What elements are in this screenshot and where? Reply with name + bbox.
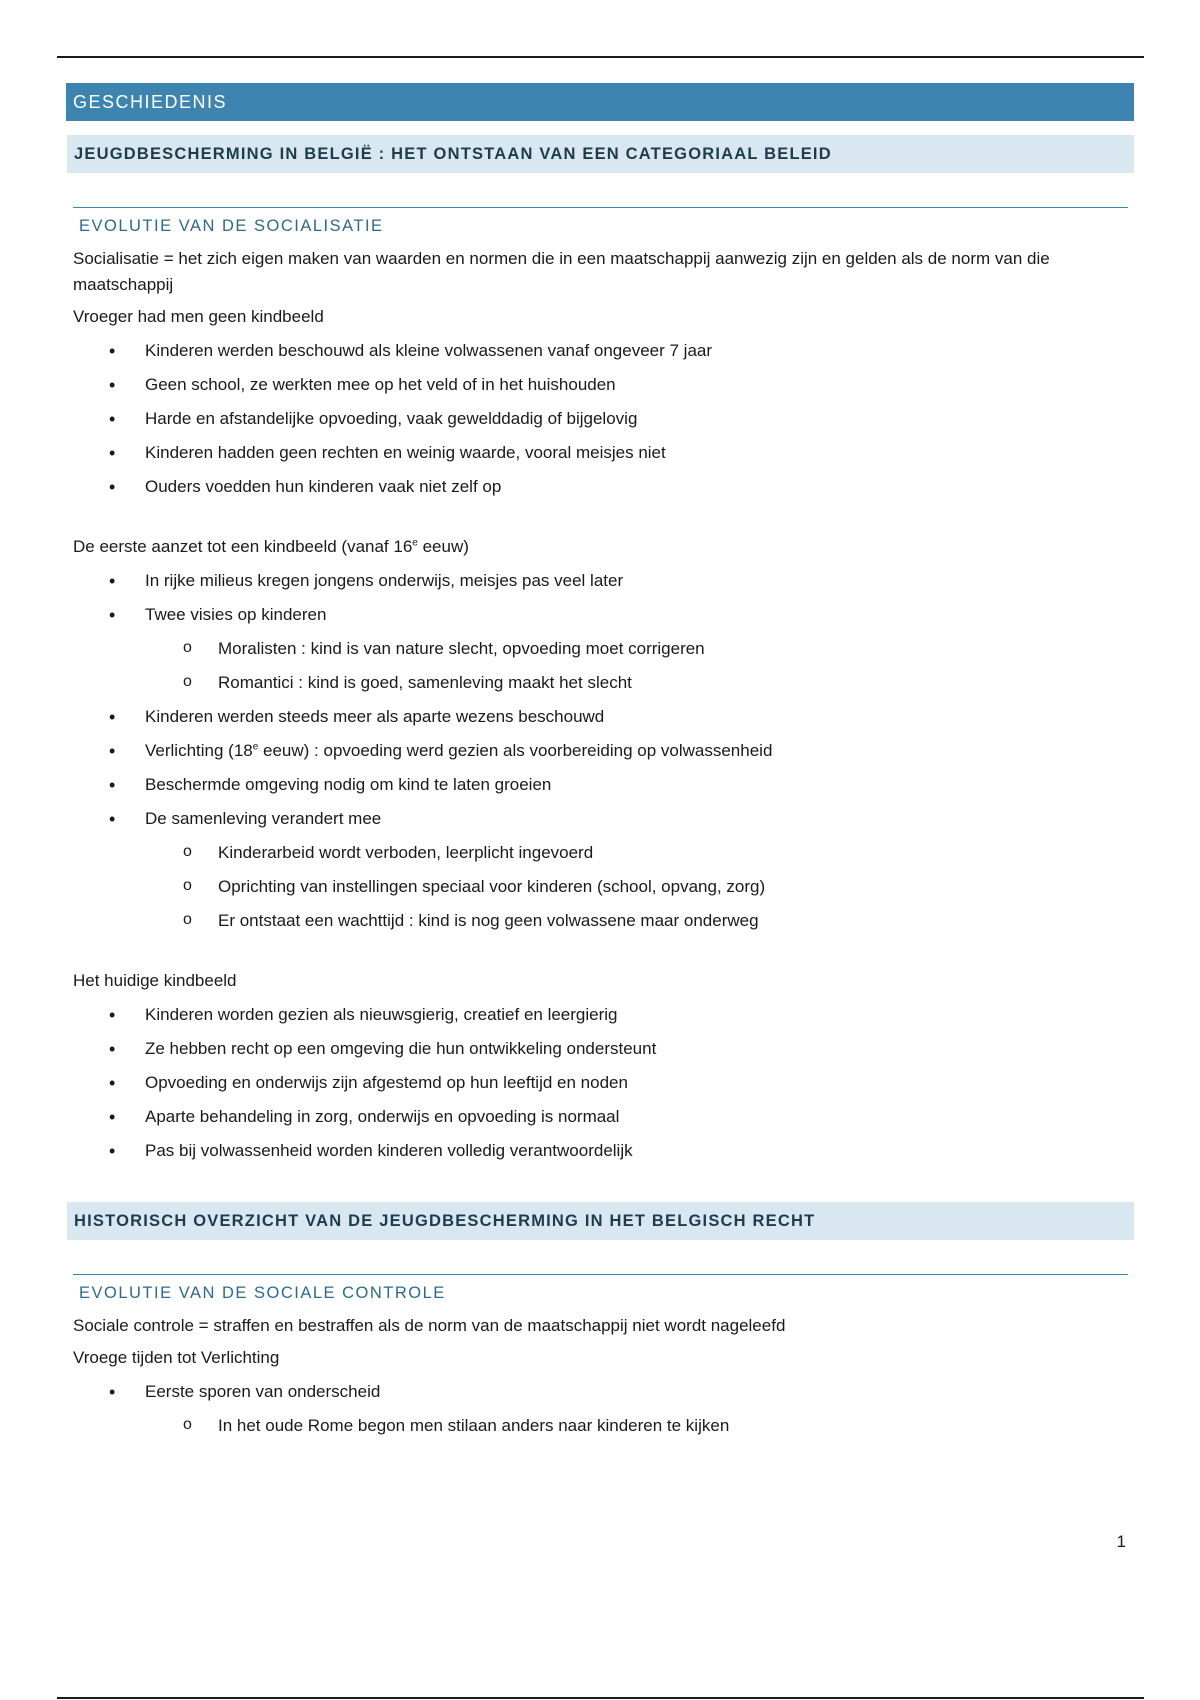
bullet-icon: • — [109, 477, 116, 497]
list-huidige-kindbeeld — [67, 1002, 1134, 1164]
list-item: • Kinderen hadden geen rechten en weinig waarde, vooral meisjes niet — [67, 440, 1134, 466]
heading-socialisatie: EVOLUTIE VAN DE SOCIALISATIE — [79, 217, 384, 235]
list-item: • Ze hebben recht op een omgeving die hun ontwikkeling ondersteunt — [67, 1036, 1134, 1062]
sub-bullet-icon: o — [183, 843, 192, 860]
list-item: • Kinderen worden gezien als nieuwsgierig, creatief en leergierig — [67, 1002, 1134, 1028]
heading-block-2 — [73, 1274, 1128, 1305]
bullet-icon: • — [109, 341, 116, 361]
bottom-rule — [57, 1697, 1144, 1699]
document-body — [67, 83, 1134, 1439]
section-heading: GESCHIEDENIS — [66, 83, 1134, 121]
bullet-icon: • — [109, 1382, 116, 1402]
list-item: • Kinderen werden steeds meer als aparte wezens beschouwd — [67, 704, 1134, 730]
sub-bullet-icon: o — [183, 877, 192, 894]
sub-list-item: o Er ontstaat een wachttijd : kind is nog geen volwassene maar onderweg — [67, 908, 1134, 934]
list-item: • De samenleving verandert mee — [67, 806, 1134, 832]
heading-sociale-controle: EVOLUTIE VAN DE SOCIALE CONTROLE — [79, 1284, 446, 1302]
sub-bullet-icon: o — [183, 1416, 192, 1433]
list-eerste-aanzet — [67, 568, 1134, 934]
sub-list-item: o Romantici : kind is goed, samenleving maakt het slecht — [67, 670, 1134, 696]
bullet-icon: • — [109, 1107, 116, 1127]
list-item: • Pas bij volwassenheid worden kinderen volledig verantwoordelijk — [67, 1138, 1134, 1164]
bullet-icon: • — [109, 1039, 116, 1059]
bullet-icon: • — [109, 1005, 116, 1025]
bullet-icon: • — [109, 741, 116, 761]
sub-list-item: o Oprichting van instellingen speciaal voor kinderen (school, opvang, zorg) — [67, 874, 1134, 900]
sub-bullet-icon: o — [183, 639, 192, 656]
list-item: • Opvoeding en onderwijs zijn afgestemd op hun leeftijd en noden — [67, 1070, 1134, 1096]
list-item: • Geen school, ze werkten mee op het veld of in het huishouden — [67, 372, 1134, 398]
top-rule — [57, 56, 1144, 58]
page-number: 1 — [1116, 1532, 1126, 1551]
sub-list-item: o Moralisten : kind is van nature slecht, opvoeding moet corrigeren — [67, 636, 1134, 662]
lead-vroeger: Vroeger had men geen kindbeeld — [73, 307, 324, 326]
lead-eerste-aanzet: De eerste aanzet tot een kindbeeld (vanaf 16e eeuw) — [73, 537, 469, 556]
list-vroege-tijden — [67, 1379, 1134, 1439]
bullet-icon: • — [109, 409, 116, 429]
sub-bullet-icon: o — [183, 673, 192, 690]
sub-list-item: o In het oude Rome begon men stilaan anders naar kinderen te kijken — [67, 1413, 1134, 1439]
list-item: • Harde en afstandelijke opvoeding, vaak gewelddadig of bijgelovig — [67, 406, 1134, 432]
lead-vroege-tijden: Vroege tijden tot Verlichting — [73, 1348, 280, 1367]
bullet-icon: • — [109, 707, 116, 727]
definition-sociale-controle: Sociale controle = straffen en bestraffen als de norm van de maatschappij niet wordt nageleefd — [73, 1316, 786, 1335]
list-item: • Twee visies op kinderen — [67, 602, 1134, 628]
list-item: • Kinderen werden beschouwd als kleine volwassenen vanaf ongeveer 7 jaar — [67, 338, 1134, 364]
list-item: • Aparte behandeling in zorg, onderwijs en opvoeding is normaal — [67, 1104, 1134, 1130]
bullet-icon: • — [109, 605, 116, 625]
list-item: • Eerste sporen van onderscheid — [67, 1379, 1134, 1405]
subsection-heading-2: HISTORISCH OVERZICHT VAN DE JEUGDBESCHERMING IN HET BELGISCH RECHT — [67, 1202, 1134, 1240]
bullet-icon: • — [109, 571, 116, 591]
list-item: • Verlichting (18e eeuw) : opvoeding werd gezien als voorbereiding op volwassenheid — [67, 738, 1134, 764]
lead-huidige-kindbeeld: Het huidige kindbeeld — [73, 971, 237, 990]
bullet-icon: • — [109, 443, 116, 463]
bullet-icon: • — [109, 1073, 116, 1093]
bullet-icon: • — [109, 809, 116, 829]
bullet-icon: • — [109, 375, 116, 395]
sub-list-item: o Kinderarbeid wordt verboden, leerplicht ingevoerd — [67, 840, 1134, 866]
list-item: • Ouders voedden hun kinderen vaak niet zelf op — [67, 474, 1134, 500]
definition-socialisatie: Socialisatie = het zich eigen maken van waarden en normen die in een maatschappij aanwezig zijn en gelden als de norm van die maatschappij — [73, 249, 1050, 294]
heading-block-1 — [73, 207, 1128, 238]
subsection-heading-1: JEUGDBESCHERMING IN BELGIË : HET ONTSTAAN VAN EEN CATEGORIAAL BELEID — [67, 135, 1134, 173]
list-item: • In rijke milieus kregen jongens onderwijs, meisjes pas veel later — [67, 568, 1134, 594]
sub-bullet-icon: o — [183, 911, 192, 928]
bullet-icon: • — [109, 1141, 116, 1161]
list-item: • Beschermde omgeving nodig om kind te laten groeien — [67, 772, 1134, 798]
list-vroeger — [67, 338, 1134, 500]
bullet-icon: • — [109, 775, 116, 795]
